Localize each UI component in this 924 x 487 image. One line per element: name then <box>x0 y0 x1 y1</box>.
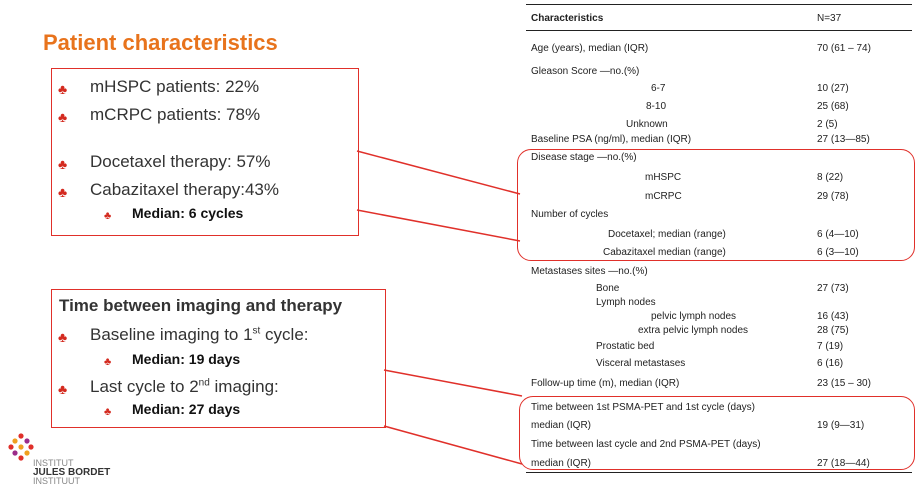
table-header-characteristics: Characteristics <box>531 13 604 24</box>
club-bullet-icon: ♣ <box>104 210 112 222</box>
table-row-label: mHSPC <box>645 172 682 183</box>
table-row-label: Number of cycles <box>531 209 609 220</box>
club-bullet-icon: ♣ <box>58 156 68 172</box>
table-top-rule <box>526 4 912 5</box>
table-row-label: 8-10 <box>646 101 667 112</box>
club-bullet-icon: ♣ <box>58 381 68 397</box>
table-header-n: N=37 <box>817 13 842 24</box>
psma-timing-highlight <box>519 396 915 470</box>
median-cycles: Median: 6 cycles <box>132 205 244 221</box>
club-bullet-icon: ♣ <box>58 329 68 345</box>
table-header-rule <box>526 30 912 31</box>
last-cycle-to-second-imaging: Last cycle to 2nd imaging: <box>90 377 279 396</box>
table-row-label: pelvic lymph nodes <box>651 311 737 322</box>
table-row-value: 23 (15 – 30) <box>817 378 871 389</box>
table-row-label: Visceral metastases <box>596 358 686 369</box>
club-bullet-icon: ♣ <box>104 356 112 368</box>
club-bullet-icon: ♣ <box>58 109 68 125</box>
table-row-label: Unknown <box>626 119 668 130</box>
mhspc-percentage: mHSPC patients: 22% <box>90 77 260 96</box>
table-row-label: Baseline PSA (ng/ml), median (IQR) <box>531 134 692 145</box>
mcrpc-percentage: mCRPC patients: 78% <box>90 105 261 124</box>
club-bullet-icon: ♣ <box>104 406 112 418</box>
table-row-label: Metastases sites —no.(%) <box>531 266 648 277</box>
table-row-label: Follow-up time (m), median (IQR) <box>531 378 680 389</box>
table-row-label: Bone <box>596 283 620 294</box>
institut-name: INSTITUT JULES BORDET INSTITUUT <box>33 458 111 486</box>
table-row-value: 29 (78) <box>817 191 849 202</box>
table-row-value: 6 (16) <box>817 358 844 369</box>
table-row-value: 27 (73) <box>817 283 849 294</box>
table-row-value: 16 (43) <box>817 311 849 322</box>
table-row-label: Age (years), median (IQR) <box>531 43 649 54</box>
table-row-value: 6 (3—10) <box>817 247 859 258</box>
table-row-value: 19 (9—31) <box>817 420 865 431</box>
table-row-value: 8 (22) <box>817 172 844 183</box>
table-row-value: 27 (18—44) <box>817 458 870 469</box>
table-row-value: 28 (75) <box>817 325 849 336</box>
docetaxel-percentage: Docetaxel therapy: 57% <box>90 152 271 171</box>
table-row-label: extra pelvic lymph nodes <box>638 325 749 336</box>
table-row-label: median (IQR) <box>531 420 592 431</box>
table-row-value: 7 (19) <box>817 341 844 352</box>
table-row-label: Lymph nodes <box>596 297 656 308</box>
table-row-label: median (IQR) <box>531 458 592 469</box>
table-row-value: 2 (5) <box>817 119 838 130</box>
table-row-label: 6-7 <box>651 83 666 94</box>
table-row-label: mCRPC <box>645 191 682 202</box>
slide-title: Patient characteristics <box>43 30 278 55</box>
disease-stage-highlight <box>517 149 915 261</box>
median-27-days: Median: 27 days <box>132 401 241 417</box>
club-bullet-icon: ♣ <box>58 81 68 97</box>
table-bottom-rule <box>526 472 912 473</box>
table-row-label: Prostatic bed <box>596 341 655 352</box>
table-row-value: 6 (4—10) <box>817 229 859 240</box>
table-row-value: 10 (27) <box>817 83 849 94</box>
table-row-label: Disease stage —no.(%) <box>531 152 637 163</box>
table-row-label: Cabazitaxel median (range) <box>603 247 726 258</box>
table-row-label: Gleason Score —no.(%) <box>531 66 640 77</box>
table-row-label: Time between last cycle and 2nd PSMA-PET (days) <box>531 439 761 450</box>
table-row-label: Time between 1st PSMA-PET and 1st cycle (days) <box>531 402 755 413</box>
median-19-days: Median: 19 days <box>132 351 241 367</box>
table-row-value: 27 (13—85) <box>817 134 870 145</box>
table-row-label: Docetaxel; median (range) <box>608 229 726 240</box>
table-row-value: 25 (68) <box>817 101 849 112</box>
club-bullet-icon: ♣ <box>58 184 68 200</box>
cabazitaxel-percentage: Cabazitaxel therapy:43% <box>90 180 280 199</box>
imaging-timing-title: Time between imaging and therapy <box>59 296 343 315</box>
table-row-value: 70 (61 – 74) <box>817 43 871 54</box>
baseline-to-first-cycle: Baseline imaging to 1st cycle: <box>90 325 309 344</box>
